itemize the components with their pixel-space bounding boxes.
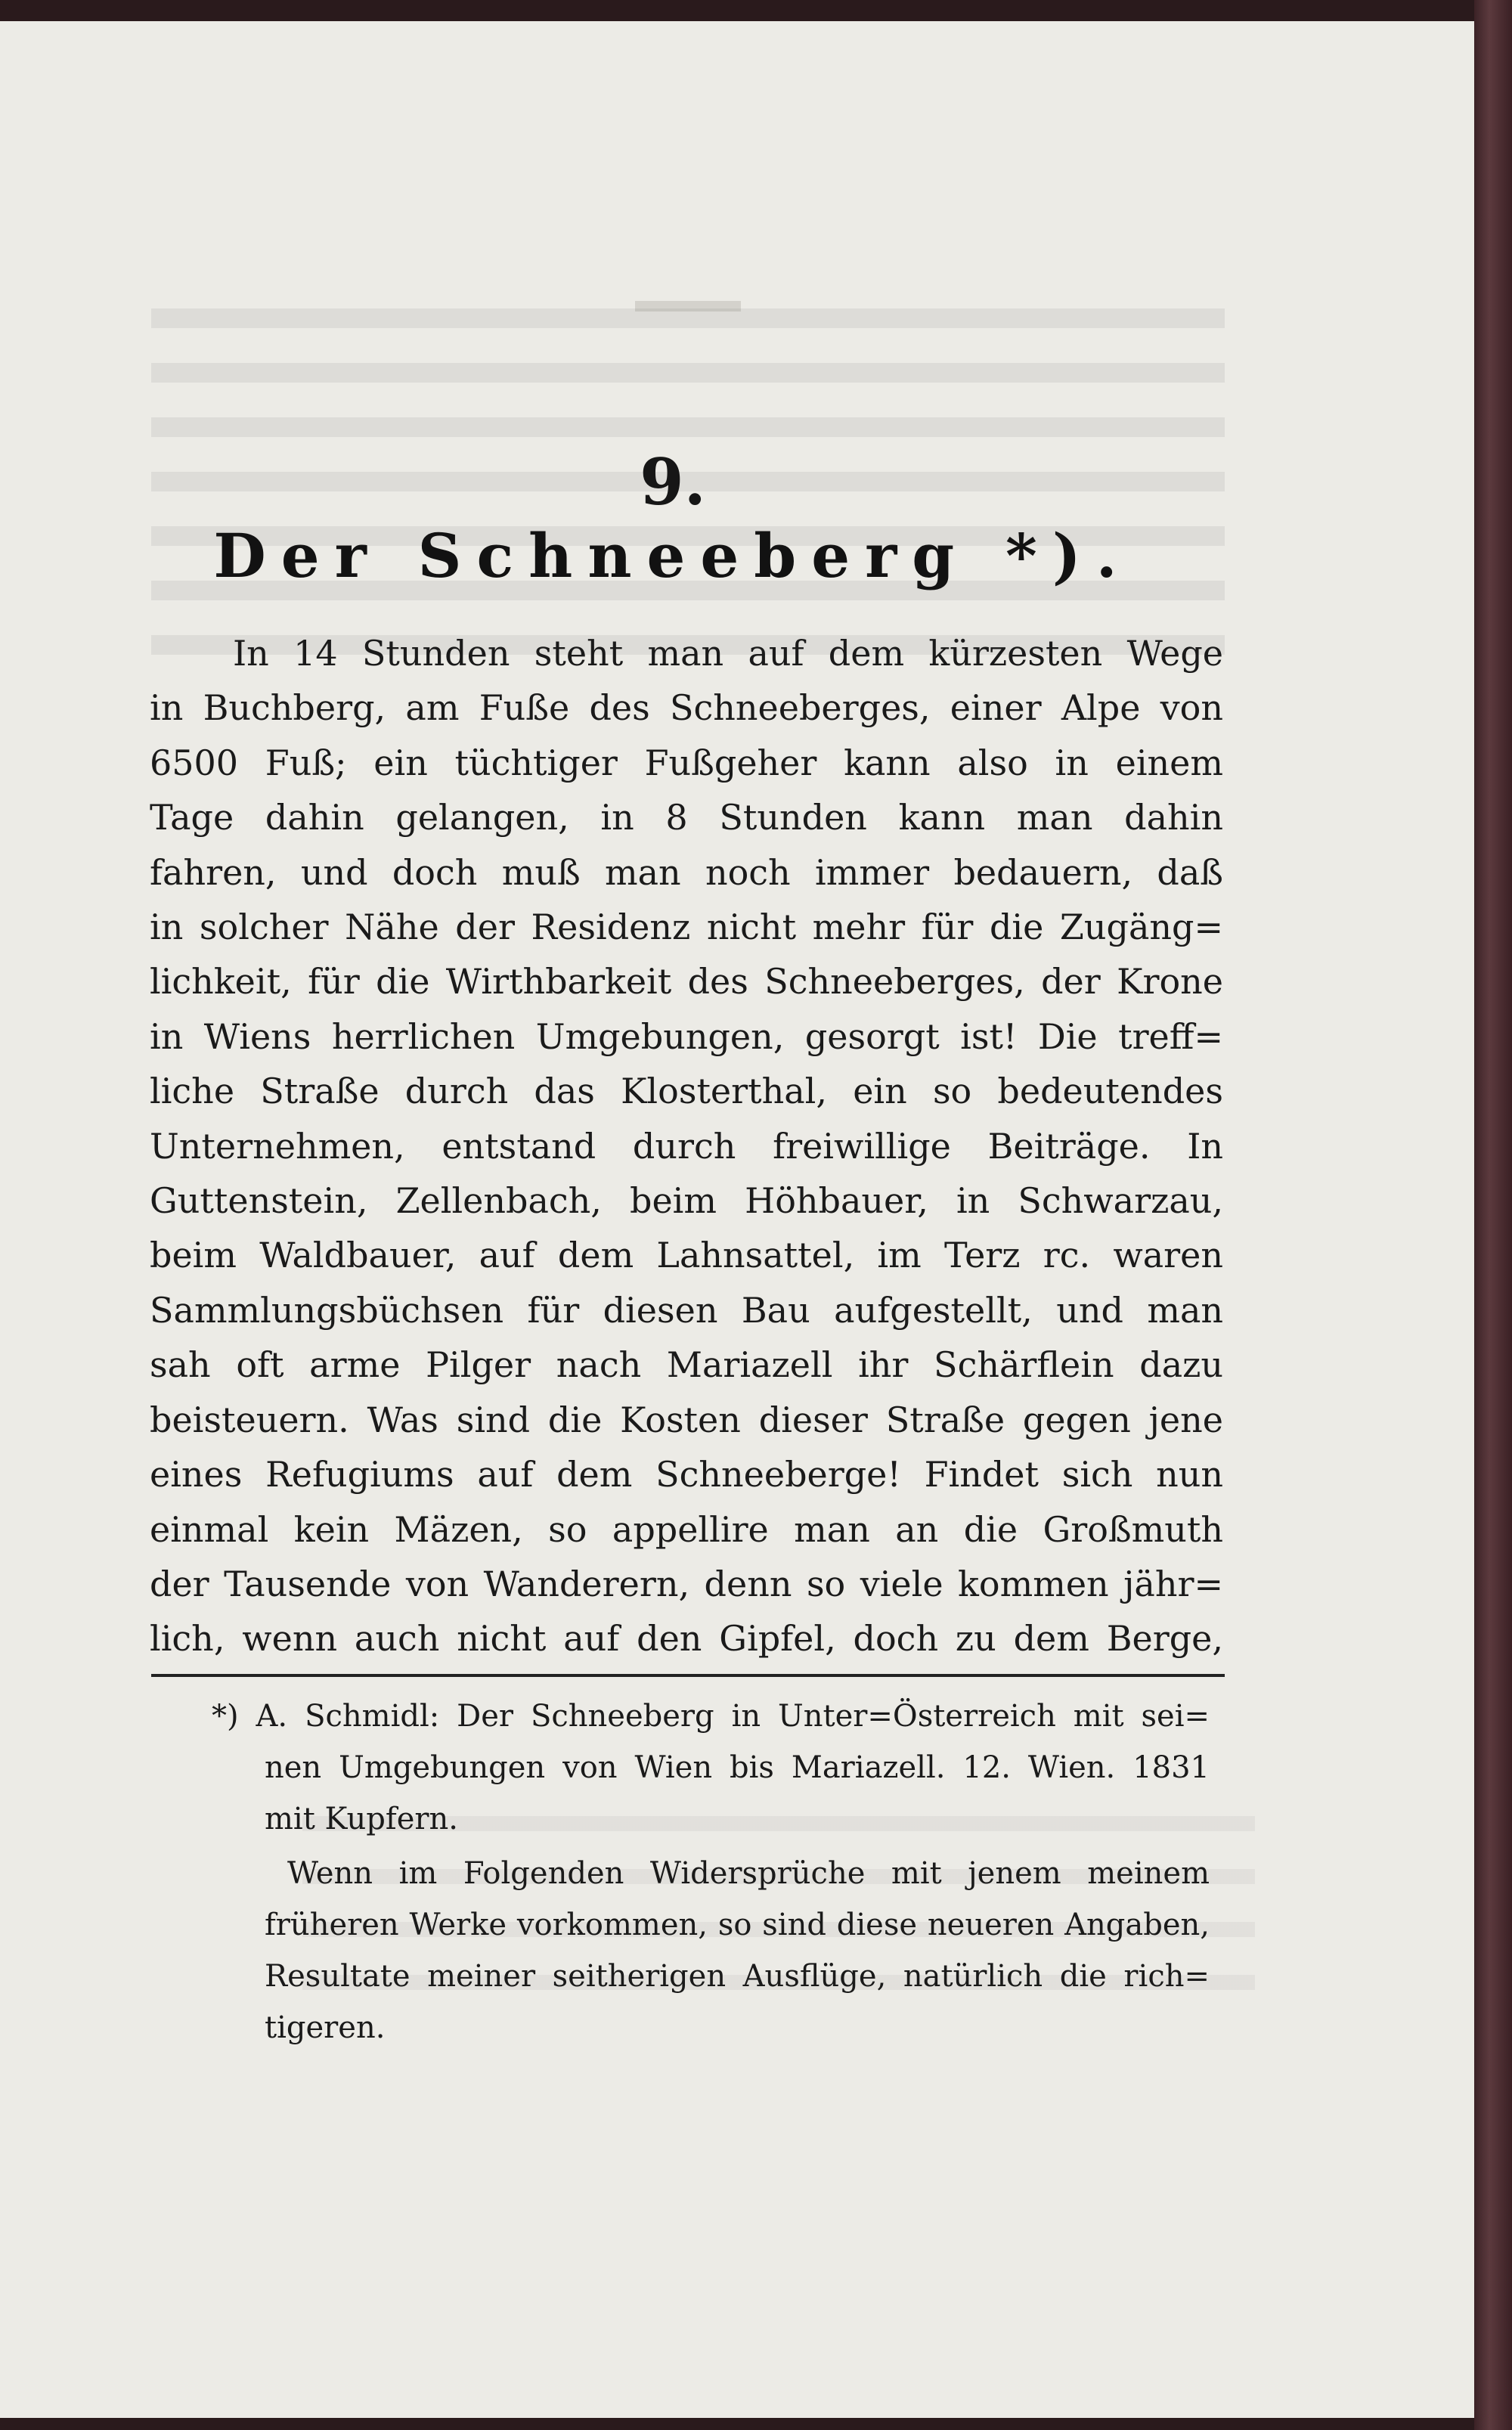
body-line: lichkeit, für die Wirthbarkeit des Schneeberges, der Krone bbox=[150, 961, 1223, 1003]
body-line: in Wiens herrlichen Umgebungen, gesorgt ist! Die treff= bbox=[150, 1015, 1223, 1057]
body-line: Sammlungsbüchsen für diesen Bau aufgestellt, und man bbox=[150, 1289, 1223, 1331]
body-line: liche Straße durch das Klosterthal, ein so bedeutendes bbox=[150, 1071, 1223, 1112]
body-paragraph bbox=[150, 626, 1223, 1666]
body-line: eines Refugiums auf dem Schneeberge! Findet sich nun bbox=[150, 1454, 1223, 1496]
body-line: sah oft arme Pilger nach Mariazell ihr Schärflein dazu bbox=[150, 1344, 1223, 1386]
body-line: Guttenstein, Zellenbach, beim Höhbauer, in Schwarzau, bbox=[150, 1180, 1223, 1222]
footnote-line: früheren Werke vorkommen, so sind diese neueren Angaben, bbox=[265, 1908, 1210, 1942]
body-line: lich, wenn auch nicht auf den Gipfel, doch zu dem Berge, bbox=[150, 1618, 1223, 1660]
footnote-line: Wenn im Folgenden Widersprüche mit jenem meinem bbox=[287, 1856, 1210, 1891]
body-line: Unternehmen, entstand durch freiwillige Beiträge. In bbox=[150, 1125, 1223, 1167]
footnote bbox=[212, 1691, 1210, 2053]
footnote-line: *) A. Schmidl: Der Schneeberg in Unter=Österreich mit sei= bbox=[212, 1699, 1210, 1734]
footnote-line: mit Kupfern. bbox=[265, 1802, 458, 1836]
chapter-title: Der Schneeberg *). bbox=[213, 520, 1132, 591]
book-page bbox=[0, 21, 1479, 2418]
body-line: 6500 Fuß; ein tüchtiger Fußgeher kann also in einem bbox=[150, 742, 1223, 783]
footnote-citation bbox=[212, 1691, 1210, 1845]
chapter-number: 9. bbox=[640, 445, 706, 519]
footnote-line: tigeren. bbox=[265, 2010, 386, 2045]
body-line: in Buchberg, am Fuße des Schneeberges, einer Alpe von bbox=[150, 687, 1223, 729]
body-line: In 14 Stunden steht man auf dem kürzesten Wege bbox=[233, 633, 1223, 674]
body-line: in solcher Nähe der Residenz nicht mehr für die Zugäng= bbox=[150, 907, 1223, 948]
footnote-marker: *) bbox=[212, 1699, 239, 1734]
body-line: der Tausende von Wanderern, denn so viele kommen jähr= bbox=[150, 1563, 1223, 1604]
body-line: Tage dahin gelangen, in 8 Stunden kann man dahin bbox=[150, 797, 1223, 838]
body-line: einmal kein Mäzen, so appellire man an die Großmuth bbox=[150, 1508, 1223, 1550]
book-cover-edge bbox=[1474, 0, 1512, 2430]
body-line: beisteuern. Was sind die Kosten dieser Straße gegen jene bbox=[150, 1399, 1223, 1440]
footnote-separator bbox=[151, 1674, 1225, 1677]
body-line: fahren, und doch muß man noch immer bedauern, daß bbox=[150, 851, 1223, 893]
body-line: beim Waldbauer, auf dem Lahnsattel, im Terz rc. waren bbox=[150, 1235, 1223, 1276]
footnote-line: nen Umgebungen von Wien bis Mariazell. 12. Wien. 1831 bbox=[265, 1750, 1210, 1785]
footnote-line: Resultate meiner seitherigen Ausflüge, natürlich die rich= bbox=[265, 1959, 1210, 1994]
footnote-note bbox=[212, 1848, 1210, 2053]
